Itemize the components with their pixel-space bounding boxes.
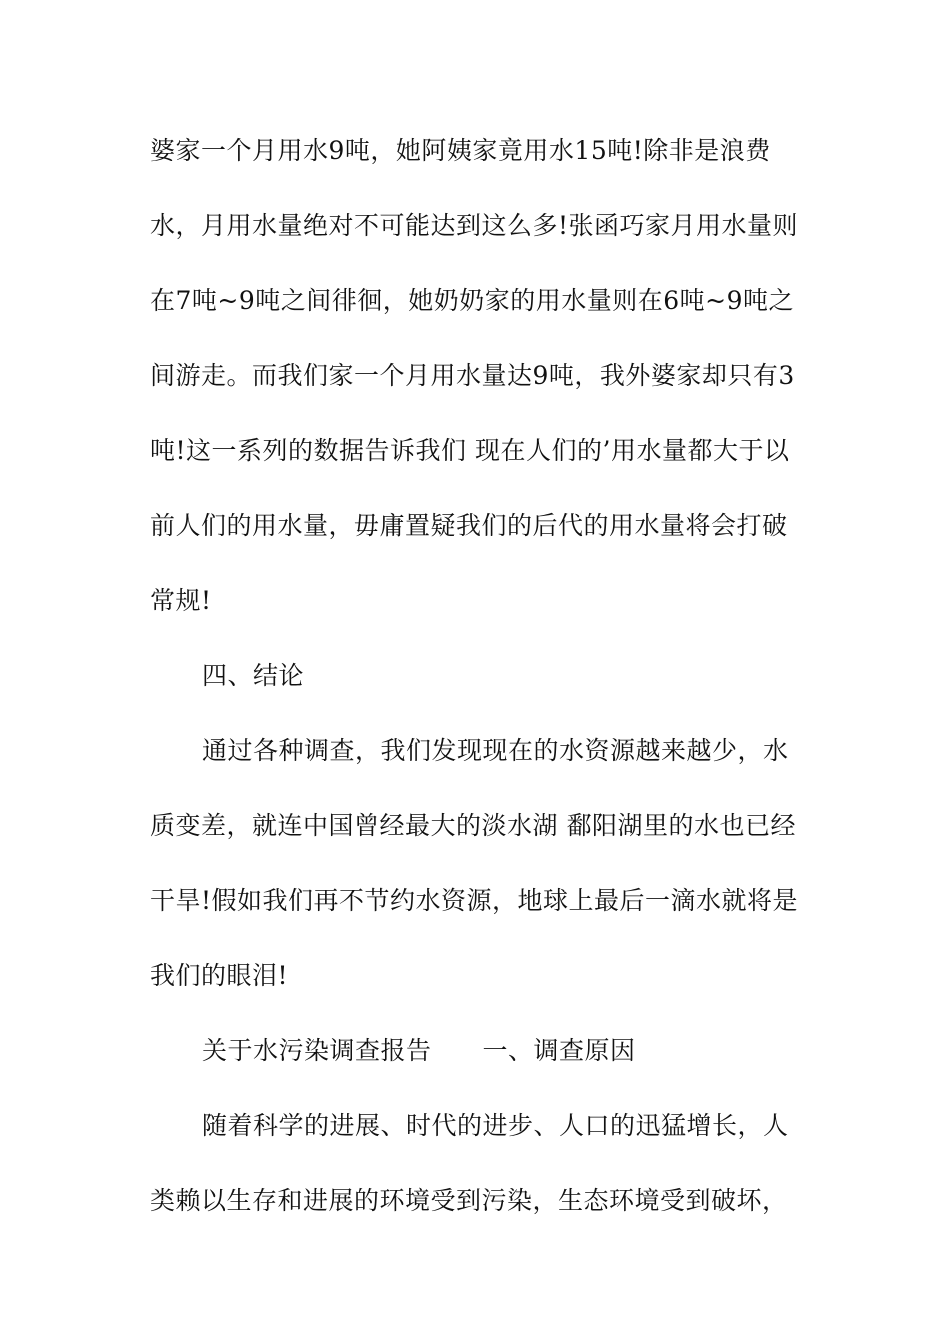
text-line: 间游走。而我们家一个月用水量达9吨，我外婆家却只有3	[150, 361, 795, 390]
text-line: 婆家一个月用水9吨，她阿姨家竟用水15吨!除非是浪费	[150, 136, 771, 165]
text-line: 水，月用水量绝对不可能达到这么多!张函巧家月用水量则	[150, 211, 799, 240]
section-heading: 四、结论	[202, 661, 305, 690]
text-line: 在7吨~9吨之间徘徊，她奶奶家的用水量则在6吨~9吨之	[150, 286, 795, 315]
report-title-line: 关于水污染调查报告 一、调查原因	[202, 1036, 636, 1065]
text-line: 常规!	[150, 586, 212, 615]
text-line: 吨!这一系列的数据告诉我们 现在人们的’用水量都大于以	[150, 436, 790, 465]
text-line: 质变差，就连中国曾经最大的淡水湖 鄱阳湖里的水也已经	[150, 811, 796, 840]
text-line: 干旱!假如我们再不节约水资源，地球上最后一滴水就将是	[150, 886, 799, 915]
text-line: 通过各种调查，我们发现现在的水资源越来越少，水	[202, 736, 789, 765]
text-line: 随着科学的进展、时代的进步、人口的迅猛增长，人	[202, 1111, 789, 1140]
text-line: 类赖以生存和进展的环境受到污染，生态环境受到破坏，	[150, 1186, 788, 1215]
text-line: 前人们的用水量，毋庸置疑我们的后代的用水量将会打破	[150, 511, 788, 540]
text-line: 我们的眼泪!	[150, 961, 289, 990]
